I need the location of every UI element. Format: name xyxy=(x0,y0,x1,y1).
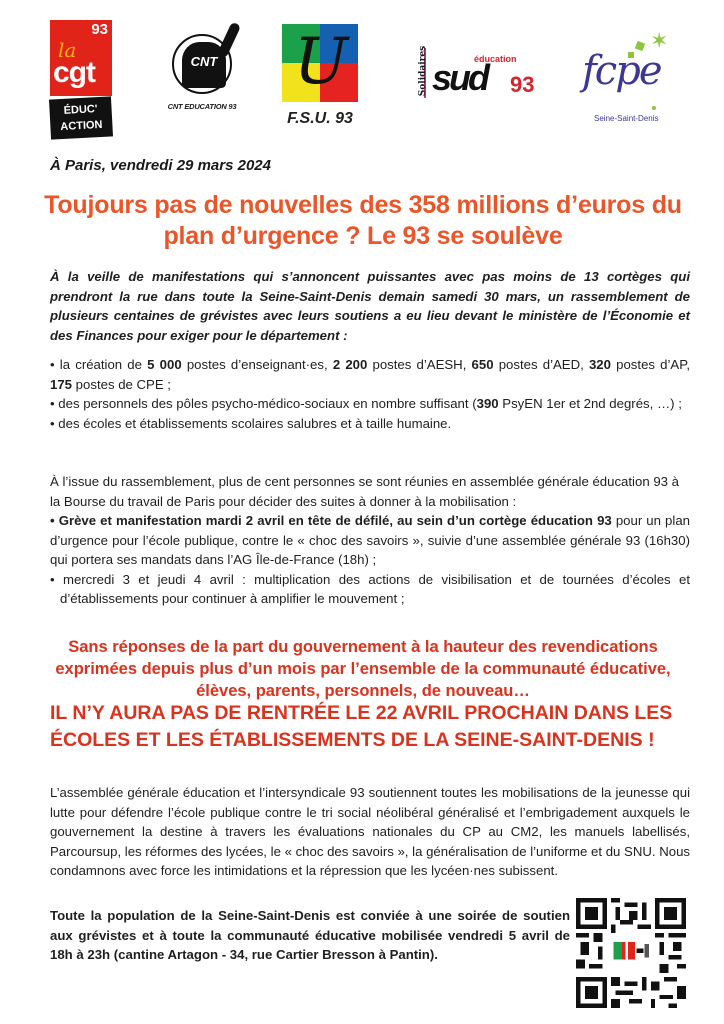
solidaires-side xyxy=(414,45,429,98)
cgt-la: la xyxy=(58,38,77,62)
invitation-paragraph: Toute la population de la Seine-Saint-Denis est conviée à une soirée de soutien aux grévistes et à toute la communauté éducative mobilisée vendredi 5 avril de 18h à 23h (cantine Artagon - 34, rue Cartier Bresson à Pantin). xyxy=(50,908,570,963)
number: 650 xyxy=(471,357,494,372)
fcpe-logo xyxy=(580,28,680,128)
demand-item-staff xyxy=(50,355,690,394)
document-date: À Paris, vendredi 29 mars 2024 xyxy=(50,157,271,174)
cnt-label: CNT EDUCATION 93 xyxy=(167,102,237,111)
fsu-logo xyxy=(280,24,360,144)
actions-list xyxy=(50,511,690,609)
demand-item-psy xyxy=(50,394,690,414)
logo-bar xyxy=(0,14,724,142)
number: 5 000 xyxy=(147,357,182,372)
number: 390 xyxy=(476,396,499,412)
sud-number: 93 xyxy=(510,72,535,97)
warning-text: Sans réponses de la part du gouvernement à la hauteur des revendications exprimées depuis plus d’un mois par l’ensemble de la communauté éducative, élèves, parents, personnels, de nouveau… xyxy=(55,638,671,700)
sud-logo xyxy=(414,45,554,108)
action-item-strike xyxy=(50,511,690,570)
demands-list xyxy=(50,355,690,433)
fcpe-star-icon: ✶ xyxy=(650,28,669,53)
fsu-letter: U xyxy=(294,25,348,99)
support-paragraph: L’assemblée générale éducation et l’intersyndicale 93 soutiennent toutes les mobilisations de la jeunesse qui lutte pour défendre l’école publique contre le tri social néolibéral généralisé et l’embrigadement auxquels le gouvernement la destine à travers les évaluations nationales du CP au CM2, les manuels labellisés, Parcoursup, les réformes des lycées, le « choc des savoirs », la généralisation de l’uniforme et du SNU. Nous condamnons avec force les intimidations et la répression que les lycéen·nes subissent. xyxy=(50,785,690,879)
text: postes d’AED, xyxy=(493,357,589,372)
solidaires-text: Solidaires xyxy=(418,45,429,97)
fsu-label: F.S.U. 93 xyxy=(287,110,353,127)
fcpe-dot-icon xyxy=(652,106,656,110)
action-text: ACTION xyxy=(60,118,103,134)
warning-caps: IL N’Y AURA PAS DE RENTRÉE LE 22 AVRIL PROCHAIN DANS LES ÉCOLES ET LES ÉTABLISSEMENTS DE LA SEINE-SAINT-DENIS ! xyxy=(50,702,673,751)
fcpe-word: fcpe xyxy=(582,48,661,94)
number: 320 xyxy=(588,357,611,372)
demand-item-schools xyxy=(50,414,690,434)
document-title: Toujours pas de nouvelles des 358 millions d’euros du plan d’urgence ? Le 93 se soulève xyxy=(44,191,682,250)
text: • des personnels des pôles psycho-médico-sociaux en nombre suffisant ( xyxy=(50,396,477,412)
fcpe-label: Seine-Saint-Denis xyxy=(594,114,659,123)
qr-code-icon[interactable] xyxy=(576,898,686,1008)
number: 2 200 xyxy=(332,357,368,372)
number: 175 xyxy=(50,376,73,392)
cgt-name: cgt xyxy=(53,56,95,89)
text: PsyEN 1er et 2nd degrés, …) ; xyxy=(498,396,682,412)
text: postes d’AP, xyxy=(610,357,690,372)
text: postes d’enseignant·es, xyxy=(181,357,333,372)
text: • des écoles et établissements scolaires salubres et à taille humaine. xyxy=(50,415,452,431)
educ-action-badge xyxy=(49,96,113,139)
action-item-visibility: • mercredi 3 et jeudi 4 avril : multiplication des actions de visibilisation et de tournées d’écoles et d’établissements pour continuer à amplifier le mouvement ; xyxy=(50,571,690,607)
strike-bold: • Grève et manifestation mardi 2 avril en tête de défilé, au sein d’un cortège éducation 93 xyxy=(50,513,612,528)
strike-rest: pour un plan d’urgence pour l’école publique, contre le « choc des savoirs », suivie d’une assemblée générale 93 (16h30) qui portera ses mandats dans l’AG Île-de-France (18h) ; xyxy=(50,513,690,568)
sud-education-text: éducation xyxy=(474,54,517,64)
cnt-badge: CNT xyxy=(182,42,226,88)
educ-text: ÉDUC' xyxy=(63,103,98,117)
cgt-number: 93 xyxy=(91,21,108,38)
cnt-cat-icon xyxy=(172,34,232,94)
fsu-color-grid xyxy=(282,24,358,102)
sud-word: sud xyxy=(432,57,488,98)
text: postes de CPE ; xyxy=(72,376,171,392)
cgt-red-block xyxy=(50,20,112,96)
text: • la création de xyxy=(50,357,148,372)
intro-paragraph: À la veille de manifestations qui s’annoncent puissantes avec pas moins de 13 cortèges qui prendront la rue dans toute la Seine-Saint-Denis demain samedi 30 mars, un rassemblement de plusieurs centaines de grévistes avec leurs soutiens a eu lieu devant le ministère de l’Économie et des Finances pour exiger pour le département : xyxy=(50,269,690,343)
assembly-intro: À l’issue du rassemblement, plus de cent personnes se sont réunies en assemblée générale éducation 93 à la Bourse du travail de Paris pour décider des suites à donner à la mobilisation : xyxy=(50,474,679,509)
text: postes d’AESH, xyxy=(367,357,472,372)
cgt-logo xyxy=(50,20,114,144)
cnt-logo xyxy=(162,34,242,134)
